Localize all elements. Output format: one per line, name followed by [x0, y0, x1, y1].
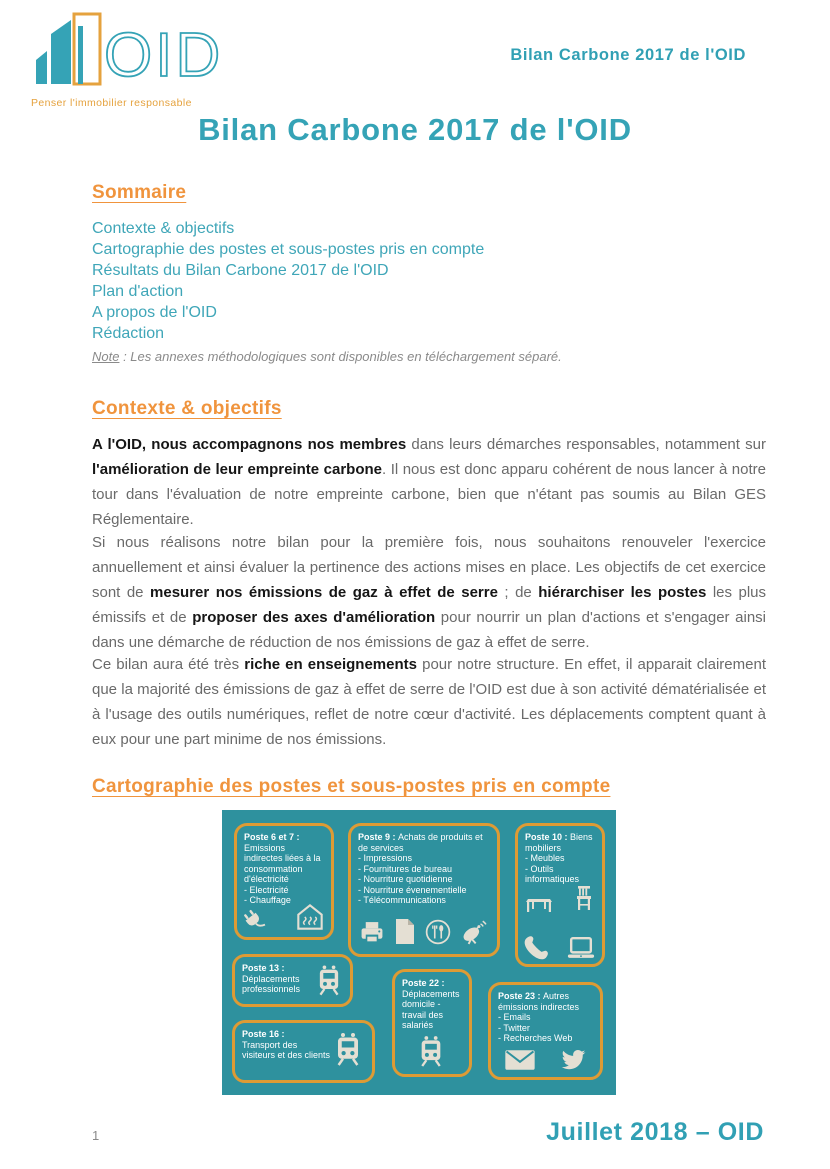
plug-icon	[239, 906, 270, 937]
laptop-icon	[564, 936, 598, 960]
oid-logo-graphic	[28, 8, 233, 96]
twitter-icon	[558, 1047, 588, 1073]
envelope-icon	[504, 1049, 536, 1071]
buildings-icon	[36, 14, 100, 84]
note	[92, 349, 562, 364]
paragraph-1: A l'OID, nous accompagnons nos membres dans leurs démarches responsables, notamment sur l'amélioration de leur empreinte carbone. Il nous est donc apparu cohérent de nous lancer à notre tour dans l'évaluation de notre empreinte carbone, bien que n'étant pas soumis au Bilan GES Réglementaire.	[92, 436, 766, 528]
tram-icon	[333, 1032, 363, 1068]
printer-icon	[359, 920, 385, 948]
toc-item-plan-action: Plan d'action	[92, 283, 184, 300]
contexte-heading: Contexte & objectifs	[92, 398, 282, 419]
note-text: : Les annexes méthodologiques sont disponibles en téléchargement séparé.	[119, 349, 562, 364]
page-title: Bilan Carbone 2017 de l'OID	[198, 112, 632, 147]
table-icon	[523, 892, 555, 916]
paragraph-2: Si nous réalisons notre bilan pour la première fois, nous souhaitons renouveler l'exercice annuellement et ainsi évaluer la pertinence des actions mises en place. Les objectifs de cet exercice sont de mesurer nos émissions de gaz à effet de serre ; de hiérarchiser les postes les plus émissifs et de proposer des axes d'amélioration pour nourrir un plan d'actions et s'engager ainsi dans une démarche de réduction de nos émissions de gaz à effet de serre.	[92, 534, 767, 651]
poste-10-box: Poste 10 : Biens mobiliers - Meubles - Outils informatiques	[515, 823, 605, 967]
tram-icon	[417, 1035, 445, 1069]
toc-item-redaction: Rédaction	[92, 325, 165, 342]
poste-16-box: Poste 16 : Transport des visiteurs et des clients	[232, 1020, 375, 1083]
note-label: Note	[92, 349, 120, 364]
poste-9-icons	[359, 918, 487, 948]
heated-house-icon	[296, 904, 324, 930]
toc-list	[92, 218, 484, 344]
poste-22-box: Poste 22 : Déplacements domicile - travail des salariés	[392, 969, 472, 1077]
header-doc-title: Bilan Carbone 2017 de l'OID	[510, 46, 746, 64]
cartographie-heading: Cartographie des postes et sous-postes pris en compte	[92, 776, 611, 797]
postes-infographic	[222, 810, 616, 1095]
chair-icon	[574, 886, 594, 914]
phone-icon	[522, 934, 548, 960]
logo-tagline: Penser l'immobilier responsable	[31, 97, 192, 109]
meal-icon	[425, 919, 451, 948]
oid-logo	[28, 8, 238, 109]
poste-23-box: Poste 23 : Autres émissions indirectes - Emails - Twitter - Recherches Web	[488, 982, 603, 1080]
toc-item-a-propos: A propos de l'OID	[92, 304, 217, 321]
poste-6-7-box: Poste 6 et 7 : Emissions indirectes liées à la consommation d'électricité - Electricité - Chauffage	[234, 823, 334, 940]
sommaire-heading: Sommaire	[92, 182, 187, 203]
satellite-dish-icon	[460, 919, 487, 948]
poste-13-box: Poste 13 : Déplacements professionnels	[232, 954, 353, 1007]
page-number: 1	[92, 1128, 100, 1143]
footer-date: Juillet 2018 – OID	[546, 1118, 764, 1146]
logo-text: OID	[104, 21, 224, 90]
paragraph-3: Ce bilan aura été très riche en enseignements pour notre structure. En effet, il apparait clairement que la majorité des émissions de gaz à effet de serre de l'OID est due à son activité dématérialisée et à l'usage des outils numériques, reflet de notre cœur d'activité. Les déplacements comptent quant à eux pour une part minime de nos émissions.	[92, 656, 766, 748]
toc-item-contexte: Contexte & objectifs	[92, 220, 235, 237]
toc-item-cartographie: Cartographie des postes et sous-postes pris en compte	[92, 241, 485, 258]
document-icon	[394, 918, 416, 948]
tram-icon	[315, 965, 343, 997]
toc-item-resultats: Résultats du Bilan Carbone 2017 de l'OID	[92, 262, 389, 279]
poste-9-box: Poste 9 : Achats de produits et de services - Impressions - Fournitures de bureau - Nourriture quotidienne - Nourriture évenementielle - Télécommunications	[348, 823, 500, 957]
